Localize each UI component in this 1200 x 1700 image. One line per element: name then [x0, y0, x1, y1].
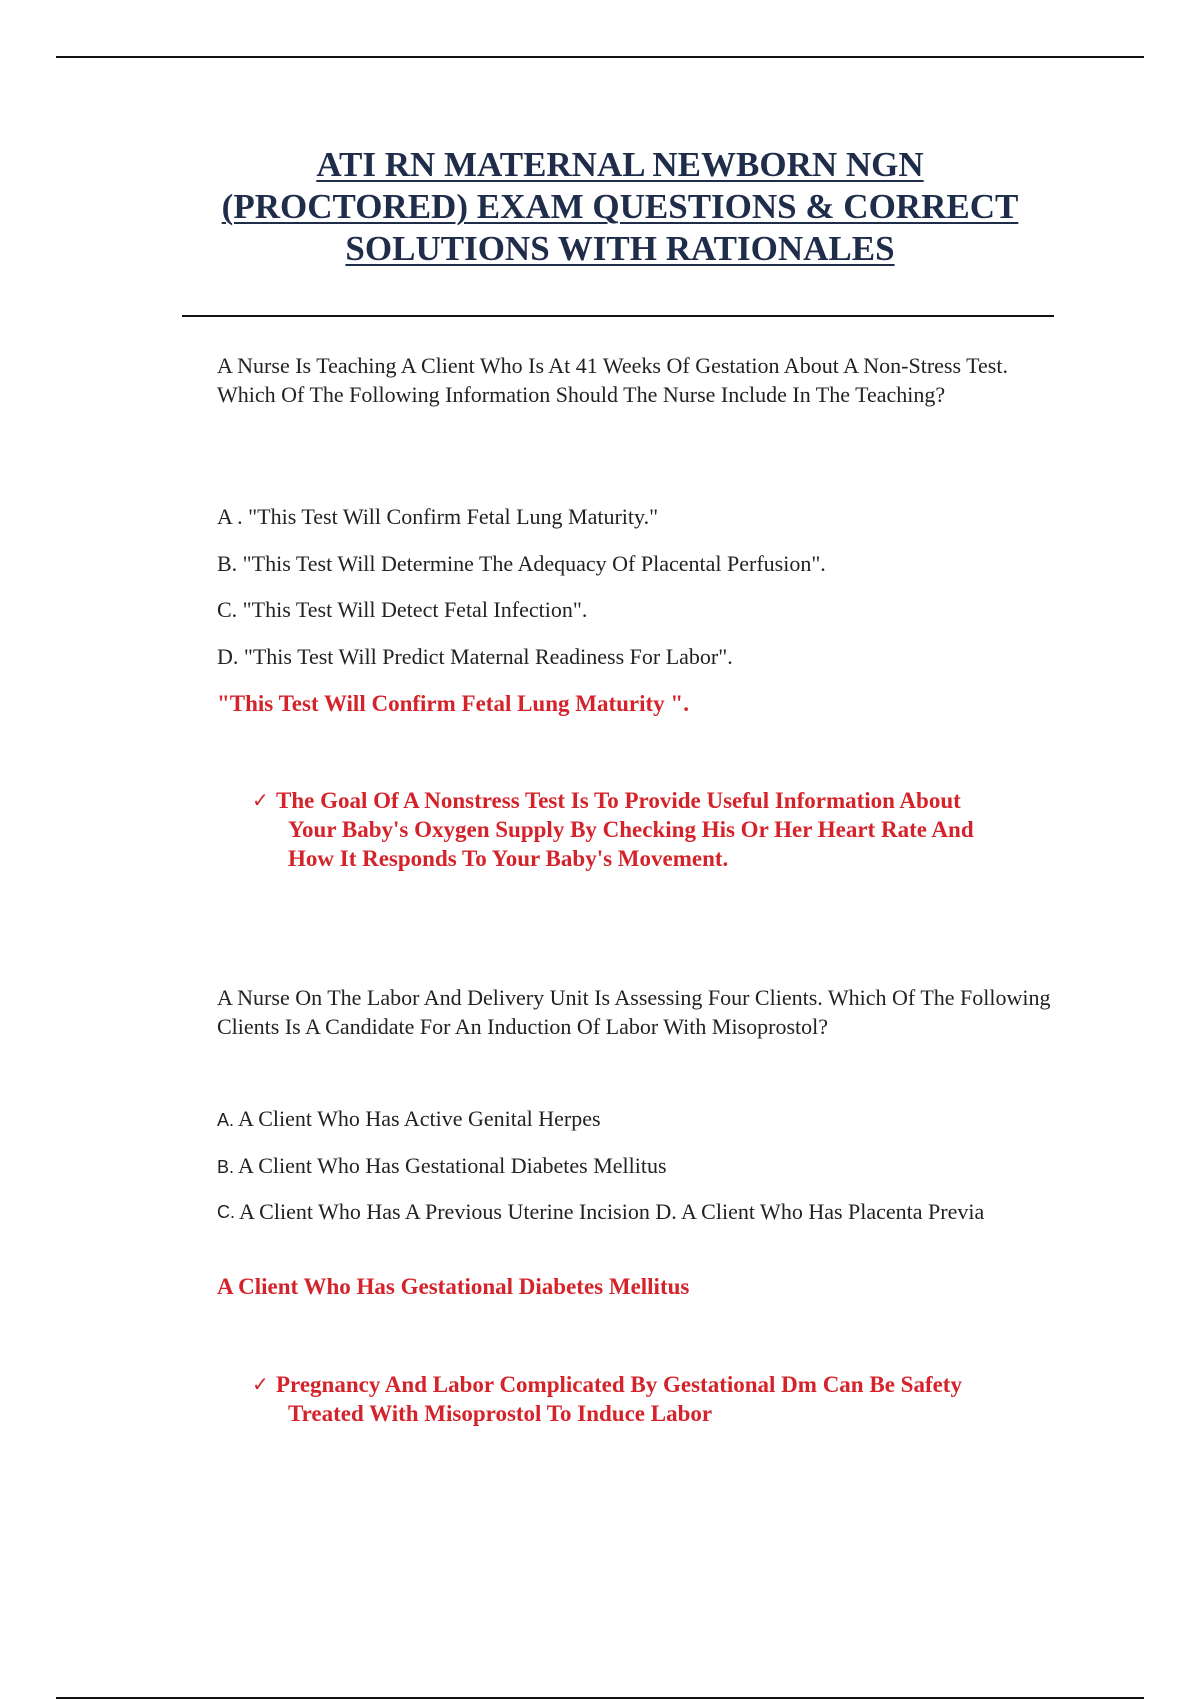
rationale-2-line-1: Pregnancy And Labor Complicated By Gestational Dm Can Be Safety [276, 1372, 962, 1397]
checkmark-icon: ✓ [252, 1372, 269, 1396]
rationale-1-line-1: The Goal Of A Nonstress Test Is To Provide Useful Information About [276, 788, 961, 813]
question-2-option-c [217, 1198, 1057, 1226]
question-1-option-c: C. "This Test Will Detect Fetal Infection". [217, 597, 588, 622]
page-top-rule [56, 56, 1144, 58]
question-1-option-b: B. "This Test Will Determine The Adequacy Of Placental Perfusion". [217, 551, 826, 576]
page-bottom-rule [56, 1697, 1144, 1699]
title-line-1: ATI RN MATERNAL NEWBORN NGN [316, 145, 924, 184]
question-2-rationale [252, 1370, 1042, 1428]
option-letter: C. [217, 1202, 235, 1222]
rationale-1-line-3: How It Responds To Your Baby's Movement. [288, 846, 729, 871]
checkmark-icon: ✓ [252, 788, 269, 812]
question-1-answer: "This Test Will Confirm Fetal Lung Maturity ". [217, 691, 689, 716]
title-divider [182, 315, 1054, 317]
option-text: A Client Who Has A Previous Uterine Incision D. A Client Who Has Placenta Previa [239, 1199, 985, 1224]
option-letter: B. [217, 1157, 235, 1177]
question-1-option-d: D. "This Test Will Predict Maternal Readiness For Labor". [217, 644, 733, 669]
question-1-option-a: A . "This Test Will Confirm Fetal Lung Maturity." [217, 504, 659, 529]
question-2-option-a [217, 1105, 1057, 1134]
title-line-2: (PROCTORED) EXAM QUESTIONS & CORRECT [221, 187, 1019, 226]
option-text: A Client Who Has Active Genital Herpes [238, 1106, 601, 1131]
question-1-rationale [252, 786, 1042, 873]
option-letter: A. [217, 1110, 235, 1130]
rationale-1-line-2: Your Baby's Oxygen Supply By Checking His Or Her Heart Rate And [288, 817, 974, 842]
document-title [180, 144, 1060, 270]
option-text: A Client Who Has Gestational Diabetes Mellitus [238, 1153, 667, 1178]
question-1-stem: A Nurse Is Teaching A Client Who Is At 41 Weeks Of Gestation About A Non-Stress Test. Which Of The Following Information Should The Nurse Include In The Teaching? [217, 353, 1008, 407]
rationale-2-line-2: Treated With Misoprostol To Induce Labor [288, 1401, 713, 1426]
question-2-option-b [217, 1152, 1057, 1181]
question-2-stem: A Nurse On The Labor And Delivery Unit Is Assessing Four Clients. Which Of The Following Clients Is A Candidate For An Induction Of Labor With Misoprostol? [217, 985, 1051, 1039]
question-2-answer: A Client Who Has Gestational Diabetes Mellitus [217, 1274, 690, 1299]
title-line-3: SOLUTIONS WITH RATIONALES [345, 229, 895, 268]
